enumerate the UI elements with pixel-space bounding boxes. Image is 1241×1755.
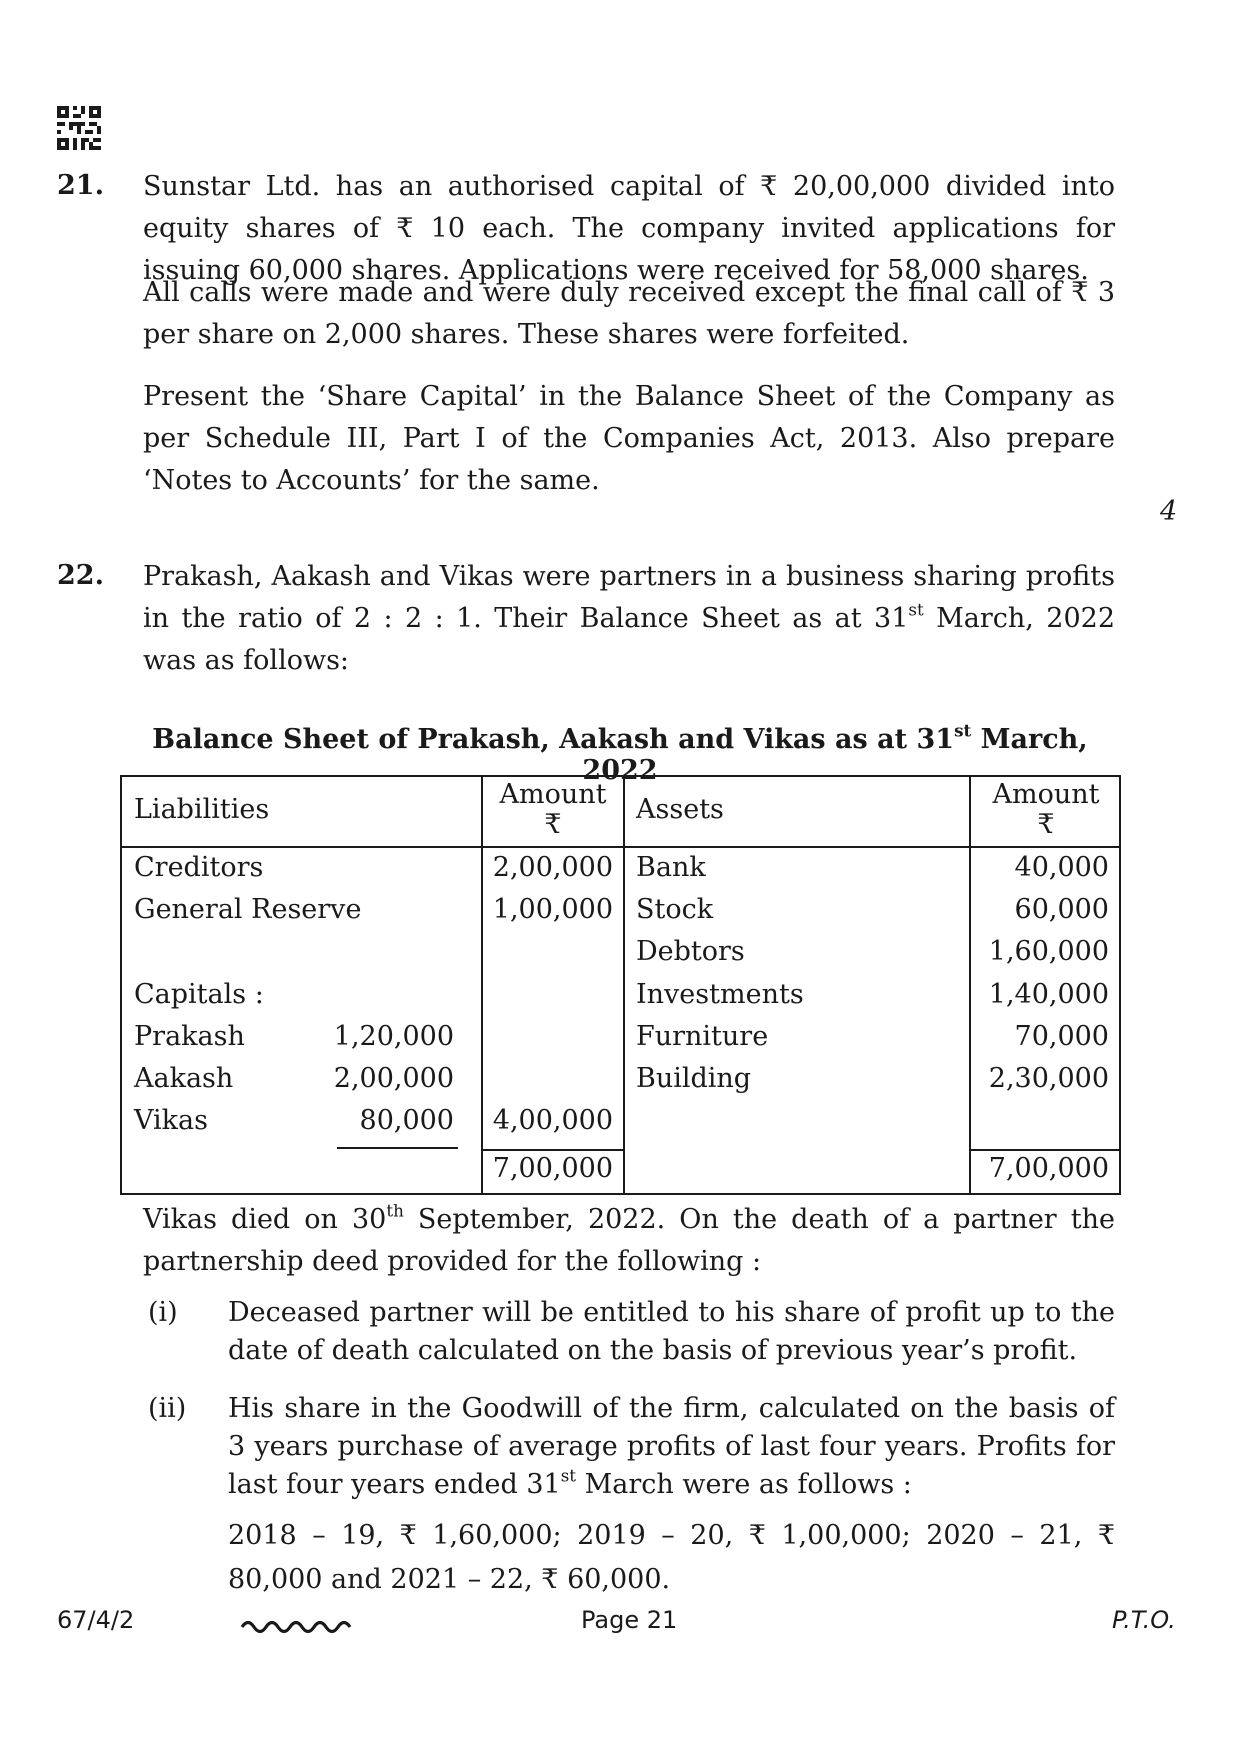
asset-label: Bank	[636, 852, 706, 883]
asset-amount: 1,40,000	[988, 979, 1109, 1010]
question-22-intro: Prakash, Aakash and Vikas were partners in a business sharing profits in the ratio of 2 : 2 : 1. Their Balance Sheet as at 31st March, 2022 was as follows:	[143, 561, 1116, 676]
liability-amount: 1,00,000	[492, 894, 613, 925]
wave-divider-icon	[240, 1618, 355, 1636]
asset-amount: 2,30,000	[988, 1063, 1109, 1094]
asset-amount: 70,000	[1014, 1021, 1109, 1052]
balance-sheet-title: Balance Sheet of Prakash, Aakash and Vikas as at 31st March, 2022	[152, 720, 1088, 786]
header-amount-right: Amount	[992, 779, 1100, 810]
asset-label: Investments	[636, 979, 804, 1010]
header-assets: Assets	[636, 794, 724, 825]
question-21-marks: 4	[1160, 496, 1178, 527]
liability-label: Creditors	[134, 852, 264, 883]
asset-label: Furniture	[636, 1021, 769, 1052]
profits-line: 2018 – 19, ₹ 1,60,000; 2019 – 20, ₹ 1,00,000; 2020 – 21, ₹ 80,000 and 2021 – 22, ₹ 60,000.	[228, 1520, 1115, 1595]
header-currency-left: ₹	[544, 809, 562, 840]
asset-amount: 60,000	[1014, 894, 1109, 925]
asset-label: Stock	[636, 894, 714, 925]
total-liabilities: 7,00,000	[492, 1153, 613, 1184]
header-currency-right: ₹	[1037, 809, 1055, 840]
question-22-death-text: Vikas died on 30th September, 2022. On the death of a partner the partnership deed provided for the following :	[143, 1200, 1115, 1277]
asset-label: Debtors	[636, 936, 745, 967]
page-number: Page 21	[581, 1606, 678, 1634]
asset-amount: 40,000	[1014, 852, 1109, 883]
asset-amount: 1,60,000	[988, 936, 1109, 967]
capital-value: 2,00,000	[333, 1063, 454, 1094]
item-text: Deceased partner will be entitled to his share of profit up to the date of death calculated on the basis of previous year’s profit.	[228, 1297, 1115, 1366]
question-22-number: 22.	[57, 560, 104, 591]
question-21-text-1: Sunstar Ltd. has an authorised capital of ₹ 20,00,000 divided into equity shares of ₹ 10 each. The company invited applications for issuing 60,000 shares. Applications were received for 58,000 shares.	[143, 171, 1115, 286]
balance-sheet-table	[120, 775, 1121, 1195]
capitals-label: Capitals :	[134, 979, 264, 1010]
header-amount-left: Amount	[499, 779, 607, 810]
please-turn-over: P.T.O.	[1112, 1606, 1176, 1634]
question-21-number: 21.	[57, 170, 104, 201]
liability-amount: 2,00,000	[492, 852, 613, 883]
capital-value: 80,000	[359, 1105, 454, 1136]
question-21-text-3: Present the ‘Share Capital’ in the Balance Sheet of the Company as per Schedule III, Part I of the Companies Act, 2013. Also prepare ‘Notes to Accounts’ for the same.	[143, 381, 1115, 496]
item-number: (i)	[148, 1297, 178, 1328]
asset-label: Building	[636, 1063, 752, 1094]
capitals-total: 4,00,000	[492, 1105, 613, 1136]
item-text: His share in the Goodwill of the firm, calculated on the basis of 3 years purchase of average profits of last four years. Profits for last four years ended 31st March were as follows :	[228, 1393, 1115, 1500]
capital-name: Vikas	[134, 1105, 208, 1136]
item-number: (ii)	[148, 1393, 187, 1424]
paper-code: 67/4/2	[57, 1606, 135, 1634]
header-liabilities: Liabilities	[134, 794, 270, 825]
capital-name: Prakash	[134, 1021, 245, 1052]
capital-value: 1,20,000	[333, 1021, 454, 1052]
qr-code-icon	[57, 106, 101, 150]
capital-name: Aakash	[134, 1063, 234, 1094]
total-assets: 7,00,000	[988, 1153, 1109, 1184]
question-21-text-2: All calls were made and were duly received except the final call of ₹ 3 per share on 2,000 shares. These shares were forfeited.	[143, 277, 1115, 350]
liability-label: General Reserve	[134, 894, 362, 925]
